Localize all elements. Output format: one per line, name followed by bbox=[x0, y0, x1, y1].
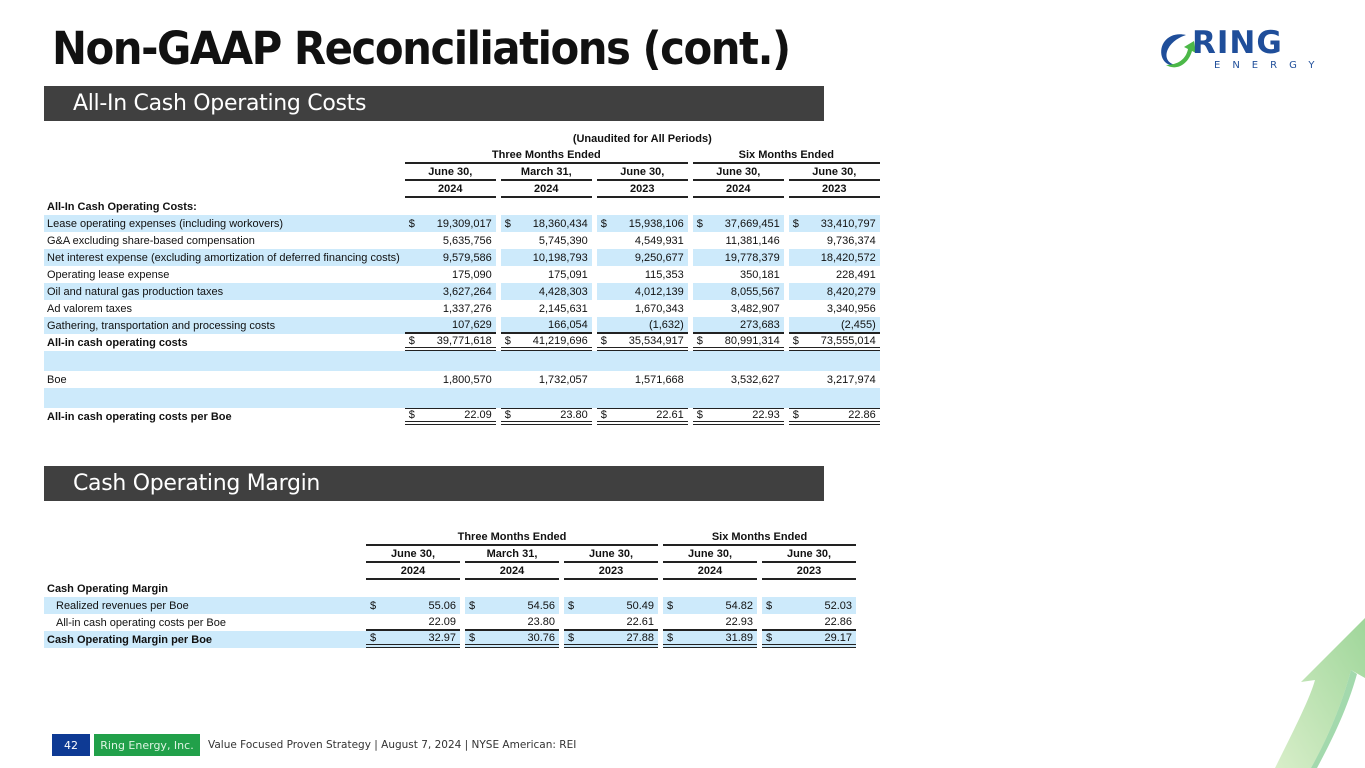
value-cell: 18,420,572 bbox=[807, 249, 880, 266]
currency-symbol bbox=[405, 266, 423, 283]
spacer bbox=[597, 388, 615, 408]
ring-energy-logo bbox=[1156, 25, 1327, 77]
currency-symbol: $ bbox=[366, 597, 386, 614]
row-label: Net interest expense (excluding amortization of deferred financing costs) bbox=[44, 249, 400, 266]
table-row bbox=[44, 283, 880, 300]
value-cell: 19,309,017 bbox=[423, 215, 496, 232]
currency-symbol bbox=[693, 283, 711, 300]
value-cell: 5,635,756 bbox=[442, 234, 492, 247]
all-in-cash-operating-costs-table bbox=[44, 130, 880, 425]
group-header-row bbox=[44, 147, 880, 164]
currency-symbol bbox=[789, 232, 807, 249]
value-cell: 115,353 bbox=[644, 268, 684, 281]
boe-row bbox=[44, 371, 880, 388]
value-cell: 22.61 bbox=[615, 408, 688, 425]
col-year: 2023 bbox=[597, 181, 688, 198]
col-year: 2024 bbox=[465, 563, 559, 580]
spacer bbox=[423, 351, 496, 371]
value-cell: 5,745,390 bbox=[538, 234, 588, 247]
value-cell: 8,055,567 bbox=[711, 283, 784, 300]
growth-arrow-icon bbox=[1255, 618, 1365, 768]
spacer bbox=[615, 388, 688, 408]
value-cell: 3,532,627 bbox=[730, 373, 780, 386]
currency-symbol bbox=[789, 249, 807, 266]
currency-symbol: $ bbox=[693, 215, 711, 232]
row-label: All-in cash operating costs per Boe bbox=[56, 616, 226, 629]
value-cell: 175,090 bbox=[452, 268, 492, 281]
currency-symbol bbox=[564, 614, 584, 631]
currency-symbol bbox=[366, 614, 386, 631]
value-cell: 1,337,276 bbox=[442, 302, 492, 315]
currency-symbol bbox=[693, 300, 711, 317]
spacer bbox=[405, 351, 423, 371]
value-cell: 273,683 bbox=[711, 317, 784, 334]
currency-symbol bbox=[597, 266, 615, 283]
spacer bbox=[501, 388, 519, 408]
three-months-header: Three Months Ended bbox=[405, 147, 688, 164]
row-label: Lease operating expenses (including workovers) bbox=[44, 215, 400, 232]
total-row bbox=[44, 334, 880, 351]
currency-symbol: $ bbox=[597, 215, 615, 232]
blank-row bbox=[44, 388, 880, 408]
row-label: All-in cash operating costs per Boe bbox=[47, 410, 232, 423]
table-row bbox=[44, 317, 880, 334]
value-cell: 50.49 bbox=[584, 597, 658, 614]
spacer bbox=[44, 351, 400, 371]
value-cell: 29.17 bbox=[782, 631, 856, 648]
value-cell: 4,428,303 bbox=[519, 283, 592, 300]
currency-symbol bbox=[693, 249, 711, 266]
currency-symbol bbox=[762, 614, 782, 631]
currency-symbol: $ bbox=[501, 215, 519, 232]
table-row bbox=[44, 215, 880, 232]
currency-symbol bbox=[693, 266, 711, 283]
value-cell: 3,627,264 bbox=[423, 283, 496, 300]
logo-wordmark: RING bbox=[1192, 25, 1283, 61]
page-number: 42 bbox=[52, 734, 90, 756]
row-label: G&A excluding share-based compensation bbox=[47, 234, 255, 247]
row-label: Oil and natural gas production taxes bbox=[44, 283, 400, 300]
page-title: Non-GAAP Reconciliations (cont.) bbox=[52, 22, 790, 75]
value-cell: 32.97 bbox=[386, 631, 460, 648]
col-year: 2023 bbox=[762, 563, 856, 580]
section-band-all-in-costs: All-In Cash Operating Costs bbox=[44, 86, 824, 121]
col-year: 2024 bbox=[366, 563, 460, 580]
value-cell: 1,571,668 bbox=[634, 373, 684, 386]
col-year: 2023 bbox=[789, 181, 880, 198]
row-label: Ad valorem taxes bbox=[47, 302, 132, 315]
section-band-cash-operating-margin: Cash Operating Margin bbox=[44, 466, 824, 501]
currency-symbol bbox=[663, 614, 683, 631]
col-year: 2024 bbox=[501, 181, 592, 198]
section-label: Cash Operating Margin bbox=[47, 582, 169, 595]
currency-symbol bbox=[597, 371, 615, 388]
caption-row bbox=[44, 130, 880, 147]
six-months-header: Six Months Ended bbox=[663, 529, 856, 546]
currency-symbol bbox=[405, 317, 423, 334]
value-cell: 1,670,343 bbox=[634, 302, 684, 315]
company-badge: Ring Energy, Inc. bbox=[94, 734, 200, 756]
currency-symbol bbox=[693, 232, 711, 249]
value-cell: 73,555,014 bbox=[807, 334, 880, 351]
col-date: March 31, bbox=[465, 546, 559, 563]
spacer bbox=[44, 388, 400, 408]
table-row bbox=[44, 614, 856, 631]
footer-tagline: Value Focused Proven Strategy | August 7, 2024 | NYSE American: REI bbox=[208, 739, 577, 751]
col-date: June 30, bbox=[762, 546, 856, 563]
value-cell: 8,420,279 bbox=[807, 283, 880, 300]
currency-symbol: $ bbox=[501, 408, 519, 425]
value-cell: (1,632) bbox=[615, 317, 688, 334]
row-label: Realized revenues per Boe bbox=[44, 597, 361, 614]
currency-symbol bbox=[405, 300, 423, 317]
table-row bbox=[44, 232, 880, 249]
spacer bbox=[789, 351, 807, 371]
currency-symbol: $ bbox=[564, 597, 584, 614]
col-year: 2023 bbox=[564, 563, 658, 580]
currency-symbol: $ bbox=[366, 631, 386, 648]
currency-symbol bbox=[501, 317, 519, 334]
currency-symbol bbox=[597, 317, 615, 334]
total-row bbox=[44, 631, 856, 648]
table-row bbox=[44, 249, 880, 266]
value-cell: 3,217,974 bbox=[826, 373, 876, 386]
value-cell: 22.86 bbox=[807, 408, 880, 425]
value-cell: 55.06 bbox=[386, 597, 460, 614]
currency-symbol: $ bbox=[501, 334, 519, 351]
value-cell: (2,455) bbox=[807, 317, 880, 334]
value-cell: 9,579,586 bbox=[423, 249, 496, 266]
spacer bbox=[789, 388, 807, 408]
value-cell: 166,054 bbox=[519, 317, 592, 334]
value-cell: 41,219,696 bbox=[519, 334, 592, 351]
col-date: June 30, bbox=[597, 164, 688, 181]
col-date: June 30, bbox=[693, 164, 784, 181]
value-cell: 1,732,057 bbox=[538, 373, 588, 386]
value-cell: 9,250,677 bbox=[615, 249, 688, 266]
currency-symbol: $ bbox=[465, 631, 485, 648]
value-cell: 175,091 bbox=[548, 268, 588, 281]
currency-symbol bbox=[405, 283, 423, 300]
currency-symbol bbox=[597, 300, 615, 317]
spacer bbox=[711, 351, 784, 371]
currency-symbol bbox=[501, 249, 519, 266]
currency-symbol: $ bbox=[789, 334, 807, 351]
currency-symbol bbox=[597, 232, 615, 249]
value-cell: 18,360,434 bbox=[519, 215, 592, 232]
currency-symbol bbox=[789, 371, 807, 388]
year-header-row bbox=[44, 181, 880, 198]
spacer bbox=[597, 351, 615, 371]
value-cell: 22.61 bbox=[584, 614, 658, 631]
value-cell: 37,669,451 bbox=[711, 215, 784, 232]
value-cell: 31.89 bbox=[683, 631, 757, 648]
currency-symbol bbox=[465, 614, 485, 631]
col-date: June 30, bbox=[789, 164, 880, 181]
currency-symbol bbox=[501, 300, 519, 317]
footer bbox=[52, 734, 576, 756]
value-cell: 107,629 bbox=[423, 317, 496, 334]
currency-symbol: $ bbox=[789, 215, 807, 232]
currency-symbol bbox=[789, 317, 807, 334]
spacer bbox=[501, 351, 519, 371]
row-label: Cash Operating Margin per Boe bbox=[44, 631, 361, 648]
currency-symbol: $ bbox=[789, 408, 807, 425]
section-label: All-In Cash Operating Costs: bbox=[47, 200, 197, 213]
currency-symbol: $ bbox=[663, 597, 683, 614]
currency-symbol: $ bbox=[405, 215, 423, 232]
logo-subtitle: ENERGY bbox=[1214, 60, 1327, 71]
date-header-row bbox=[44, 164, 880, 181]
col-date: June 30, bbox=[366, 546, 460, 563]
value-cell: 11,381,146 bbox=[725, 234, 780, 247]
table-row bbox=[44, 300, 880, 317]
currency-symbol: $ bbox=[762, 631, 782, 648]
spacer bbox=[519, 351, 592, 371]
currency-symbol bbox=[597, 283, 615, 300]
row-label: Gathering, transportation and processing costs bbox=[44, 317, 400, 334]
value-cell: 9,736,374 bbox=[826, 234, 876, 247]
spacer bbox=[711, 388, 784, 408]
value-cell: 22.93 bbox=[683, 614, 757, 631]
value-cell: 3,340,956 bbox=[826, 302, 876, 315]
table-row bbox=[44, 597, 856, 614]
per-boe-row bbox=[44, 408, 880, 425]
value-cell: 22.09 bbox=[423, 408, 496, 425]
col-year: 2024 bbox=[405, 181, 496, 198]
currency-symbol bbox=[789, 266, 807, 283]
currency-symbol: $ bbox=[693, 408, 711, 425]
currency-symbol: $ bbox=[405, 408, 423, 425]
three-months-header: Three Months Ended bbox=[366, 529, 658, 546]
col-date: March 31, bbox=[501, 164, 592, 181]
currency-symbol bbox=[789, 283, 807, 300]
currency-symbol bbox=[693, 371, 711, 388]
currency-symbol bbox=[501, 371, 519, 388]
cash-operating-margin-table bbox=[44, 529, 856, 648]
value-cell: 22.93 bbox=[711, 408, 784, 425]
spacer bbox=[423, 388, 496, 408]
value-cell: 52.03 bbox=[782, 597, 856, 614]
spacer bbox=[405, 388, 423, 408]
value-cell: 33,410,797 bbox=[807, 215, 880, 232]
value-cell: 35,534,917 bbox=[615, 334, 688, 351]
row-label: Operating lease expense bbox=[47, 268, 170, 281]
currency-symbol: $ bbox=[663, 631, 683, 648]
currency-symbol: $ bbox=[597, 334, 615, 351]
spacer bbox=[693, 351, 711, 371]
col-year: 2024 bbox=[693, 181, 784, 198]
currency-symbol: $ bbox=[693, 334, 711, 351]
blank-row bbox=[44, 351, 880, 371]
col-date: June 30, bbox=[564, 546, 658, 563]
section-label-row bbox=[44, 198, 880, 215]
value-cell: 4,549,931 bbox=[634, 234, 684, 247]
value-cell: 3,482,907 bbox=[730, 302, 780, 315]
value-cell: 19,778,379 bbox=[711, 249, 784, 266]
section-label-row bbox=[44, 580, 856, 597]
year-header-row bbox=[44, 563, 856, 580]
spacer bbox=[693, 388, 711, 408]
value-cell: 54.82 bbox=[683, 597, 757, 614]
currency-symbol bbox=[501, 266, 519, 283]
value-cell: 27.88 bbox=[584, 631, 658, 648]
date-header-row bbox=[44, 546, 856, 563]
currency-symbol bbox=[405, 249, 423, 266]
currency-symbol: $ bbox=[465, 597, 485, 614]
value-cell: 54.56 bbox=[485, 597, 559, 614]
value-cell: 4,012,139 bbox=[615, 283, 688, 300]
row-label: All-in cash operating costs bbox=[47, 336, 188, 349]
value-cell: 23.80 bbox=[519, 408, 592, 425]
currency-symbol bbox=[501, 283, 519, 300]
value-cell: 22.09 bbox=[386, 614, 460, 631]
value-cell: 15,938,106 bbox=[615, 215, 688, 232]
value-cell: 30.76 bbox=[485, 631, 559, 648]
currency-symbol bbox=[405, 371, 423, 388]
six-months-header: Six Months Ended bbox=[693, 147, 880, 164]
value-cell: 80,991,314 bbox=[711, 334, 784, 351]
value-cell: 22.86 bbox=[782, 614, 856, 631]
currency-symbol bbox=[597, 249, 615, 266]
currency-symbol bbox=[693, 317, 711, 334]
currency-symbol: $ bbox=[564, 631, 584, 648]
value-cell: 10,198,793 bbox=[519, 249, 592, 266]
currency-symbol bbox=[501, 232, 519, 249]
col-year: 2024 bbox=[663, 563, 757, 580]
col-date: June 30, bbox=[405, 164, 496, 181]
spacer bbox=[807, 388, 880, 408]
group-header-row bbox=[44, 529, 856, 546]
value-cell: 1,800,570 bbox=[442, 373, 492, 386]
table-row bbox=[44, 266, 880, 283]
currency-symbol bbox=[405, 232, 423, 249]
unaudited-caption: (Unaudited for All Periods) bbox=[572, 132, 712, 145]
value-cell: 39,771,618 bbox=[423, 334, 496, 351]
currency-symbol: $ bbox=[597, 408, 615, 425]
spacer bbox=[615, 351, 688, 371]
col-date: June 30, bbox=[663, 546, 757, 563]
currency-symbol: $ bbox=[405, 334, 423, 351]
currency-symbol bbox=[789, 300, 807, 317]
spacer bbox=[519, 388, 592, 408]
currency-symbol: $ bbox=[762, 597, 782, 614]
value-cell: 350,181 bbox=[740, 268, 780, 281]
value-cell: 23.80 bbox=[485, 614, 559, 631]
value-cell: 2,145,631 bbox=[538, 302, 588, 315]
row-label: Boe bbox=[47, 373, 67, 386]
spacer bbox=[807, 351, 880, 371]
value-cell: 228,491 bbox=[836, 268, 876, 281]
